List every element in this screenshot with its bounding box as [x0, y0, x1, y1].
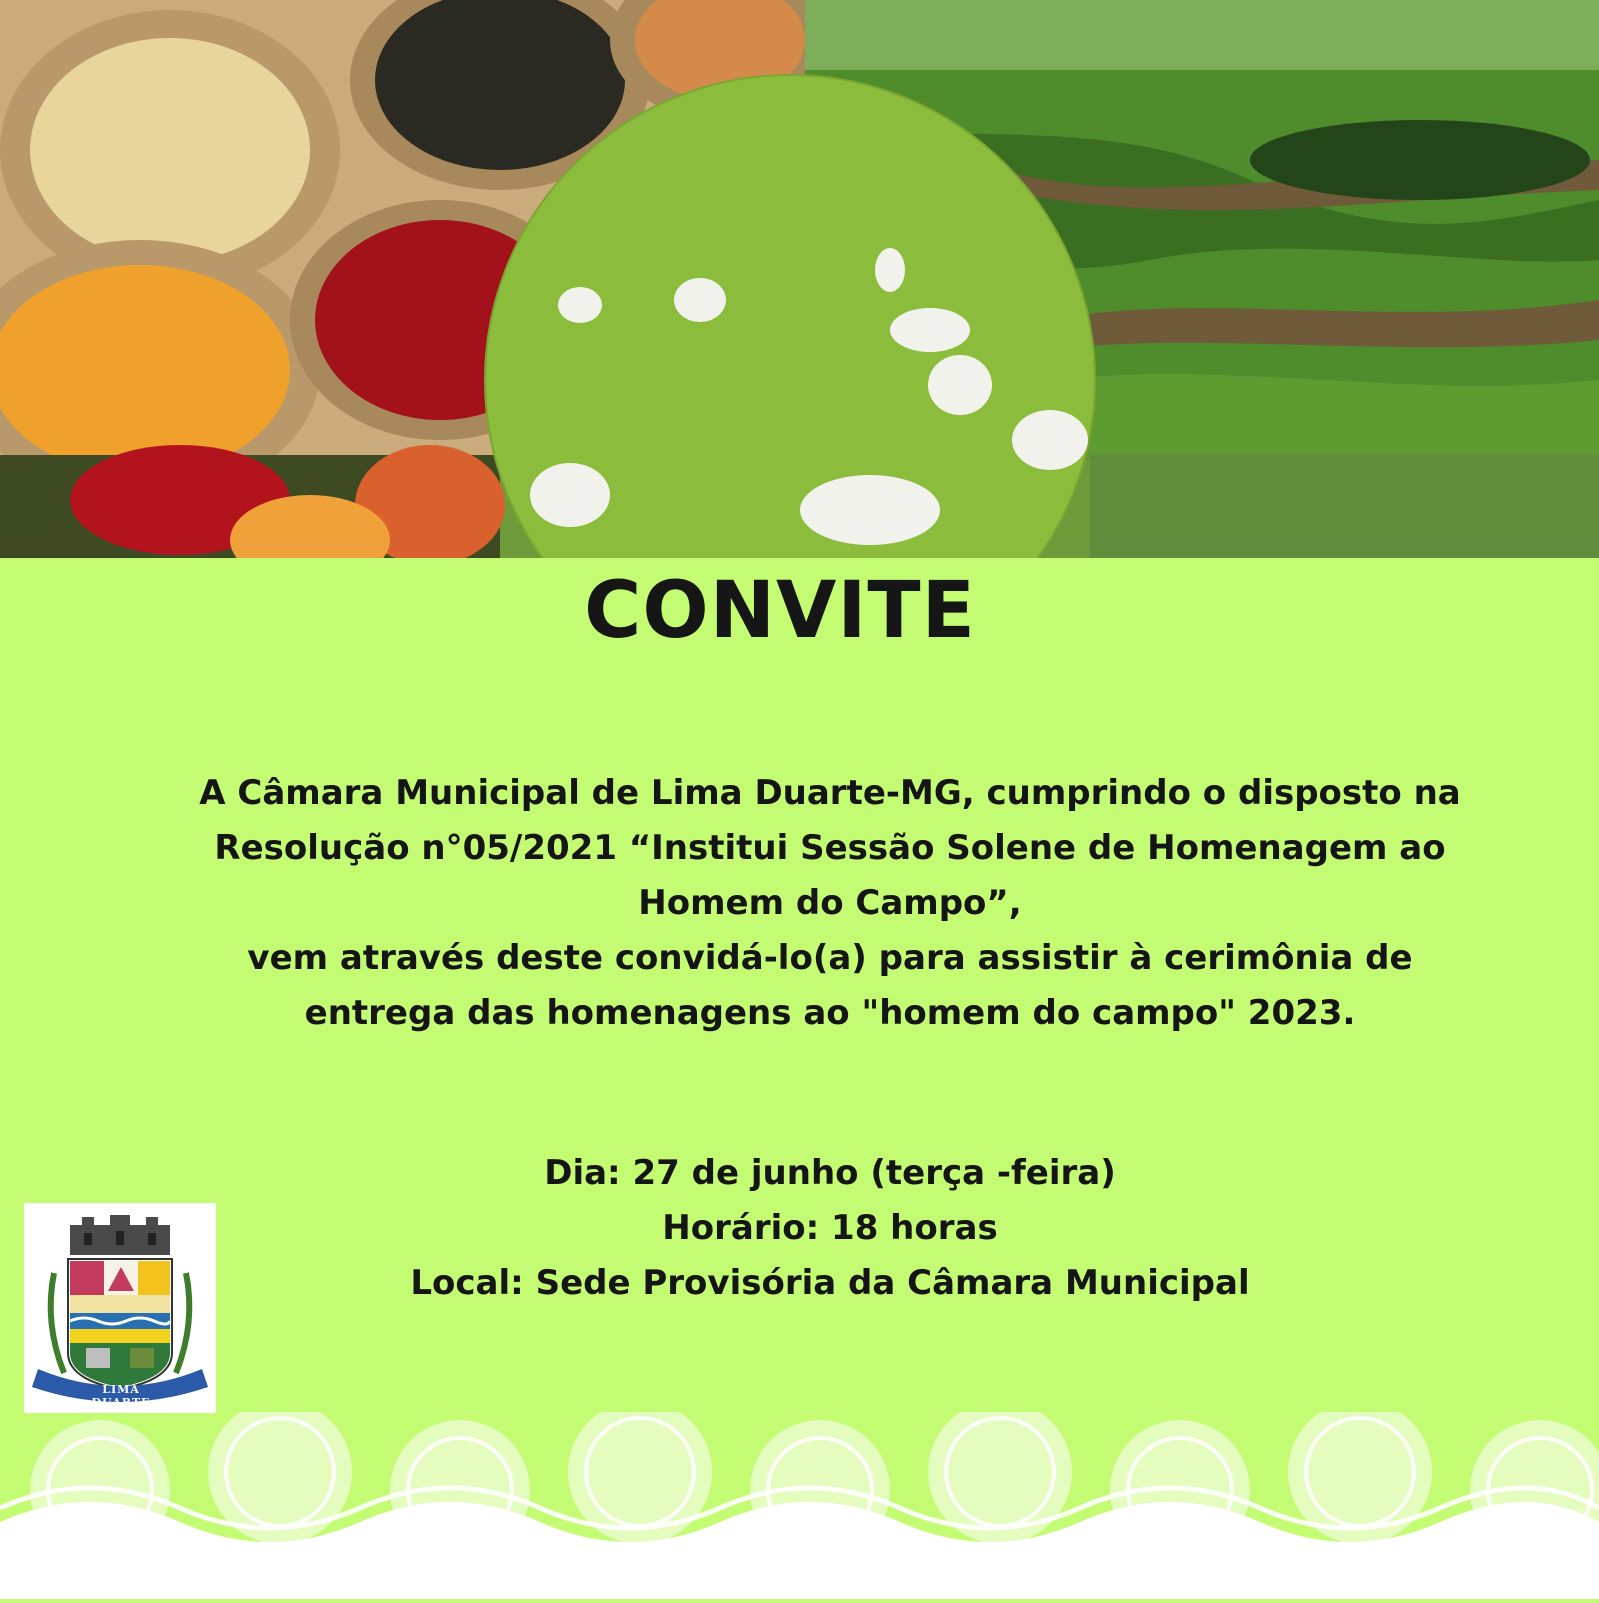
- invitation-title: CONVITE: [584, 566, 976, 656]
- crest-icon: [24, 1203, 216, 1413]
- event-time: Horário: 18 horas: [662, 1208, 998, 1248]
- lace-border-icon: [0, 1412, 1599, 1599]
- event-details: [150, 1146, 1510, 1311]
- body-line: entrega das homenagens ao "homem do campo" 2023.: [304, 993, 1356, 1033]
- event-date: Dia: 27 de junho (terça -feira): [544, 1153, 1116, 1193]
- invitation-body: [90, 766, 1570, 1041]
- crest-motto: LIMA DUARTE: [91, 1383, 151, 1409]
- lace-border: [0, 1412, 1599, 1599]
- body-line: Resolução n°05/2021 “Institui Sessão Solene de Homenagem ao: [214, 828, 1446, 868]
- municipal-coat-of-arms: [24, 1203, 216, 1413]
- body-line: vem através deste convidá-lo(a) para assistir à cerimônia de: [247, 938, 1413, 978]
- header-photo-collage: [0, 0, 1599, 558]
- body-line: A Câmara Municipal de Lima Duarte-MG, cumprindo o disposto na: [199, 773, 1461, 813]
- event-location: Local: Sede Provisória da Câmara Municipal: [410, 1263, 1250, 1303]
- body-line: Homem do Campo”,: [638, 883, 1022, 923]
